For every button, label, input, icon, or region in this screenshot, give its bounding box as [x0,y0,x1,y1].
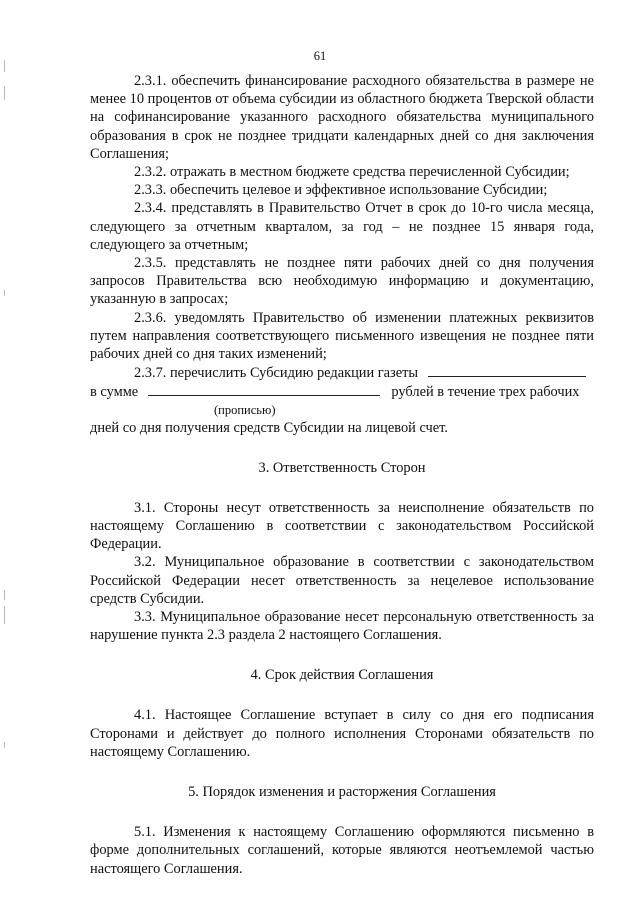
section-3-title: 3. Ответственность Сторон [258,459,426,476]
newspaper-name-blank [428,363,586,377]
in-words-note: (прописью) [214,402,276,417]
scan-margin-mark [4,606,5,624]
scan-margin-mark [4,590,5,600]
clause-2-3-7-line-1 [90,363,594,382]
clause-2-3-1: 2.3.1. обеспечить финансирование расходного обязательства в размере не менее 10 процентов от объема субсидии из областного бюджета Тверской области на софинансирование указанного расходного обязательства муниципального образования в срок не позднее тридцати календарных дней со дня заключения Соглашения; [90,73,594,162]
amount-blank [148,382,380,396]
clause-5-1: 5.1. Изменения к настоящему Соглашению оформляются письменно в форме дополнительных соглашений, которые являются неотъемлемой частью настоящего Соглашения. [90,824,594,877]
clause-2-3-7-text: 2.3.7. перечислить Субсидию редакции газеты [134,365,419,382]
clause-2-3-4: 2.3.4. представлять в Правительство Отчет в срок до 10-го числа месяца, следующего за отчетным кварталом, за год – не позднее 15 января года, следующего за отчетным; [90,200,594,253]
clause-2-3-2: 2.3.2. отражать в местном бюджете средства перечисленной Субсидии; [134,164,570,181]
clause-2-3-7-end: дней со дня получения средств Субсидии на лицевой счет. [90,419,448,436]
clause-3-3: 3.3. Муниципальное образование несет персональную ответственность за нарушение пункта 2.3 раздела 2 настоящего Соглашения. [90,609,594,644]
clause-2-3-7-line-2 [90,382,594,401]
amount-label: в сумме [90,384,139,401]
scan-margin-mark [4,86,5,100]
section-4-title: 4. Срок действия Соглашения [250,667,434,684]
scan-margin-mark [4,290,5,296]
clause-2-3-6: 2.3.6. уведомлять Правительство об изменении платежных реквизитов путем направления соответствующего письменного извещения не позднее пяти рабочих дней со дня таких изменений; [90,309,594,363]
clause-3-1: 3.1. Стороны несут ответственность за неисполнение обязательств по настоящему Соглашению в соответствии с законодательством Российской Федерации. [90,499,594,553]
page-number: 61 [313,49,327,63]
section-5-title: 5. Порядок изменения и расторжения Соглашения [188,784,496,801]
clause-4-1: 4.1. Настоящее Соглашение вступает в силу со дня его подписания Сторонами и действует до полного исполнения Сторонами обязательств по настоящему Соглашению. [90,707,594,760]
amount-tail-text: рублей в течение трех рабочих [391,384,580,401]
clause-2-3-5: 2.3.5. представлять не позднее пяти рабочих дней со дня получения запросов Правительства всю необходимую информацию и документацию, указанную в запросах; [90,255,594,308]
clause-2-3-3: 2.3.3. обеспечить целевое и эффективное использование Субсидии; [134,182,548,199]
clause-3-2: 3.2. Муниципальное образование в соответствии с законодательством Российской Федерации несет ответственность за нецелевое использование средств Субсидии. [90,554,594,607]
document-body [90,72,594,878]
scan-margin-mark [4,742,5,748]
